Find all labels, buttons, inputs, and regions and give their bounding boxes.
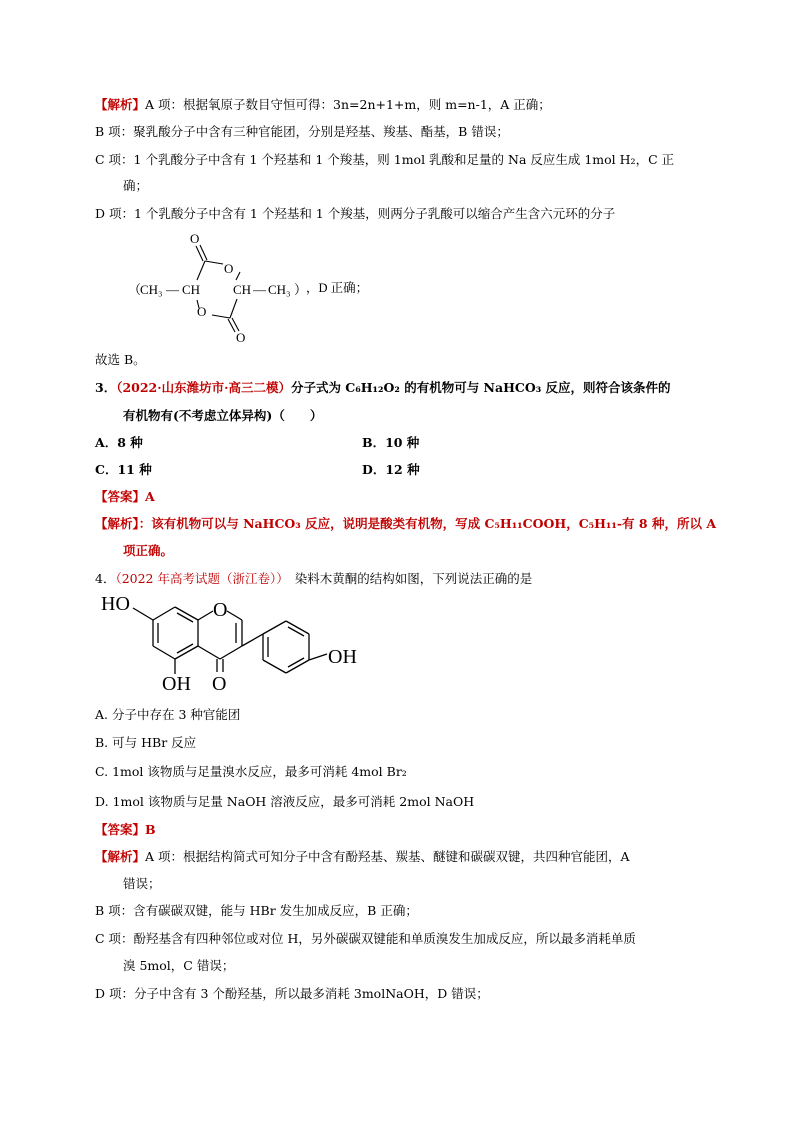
question-3-line1 <box>95 380 671 396</box>
analysis-line: 溴 5mol，C 错误； <box>123 958 235 973</box>
methyl-left: CH₃ <box>140 282 163 297</box>
genistein-structure <box>95 588 375 698</box>
analysis-line <box>95 516 716 532</box>
analysis-line: 错误； <box>123 876 161 891</box>
ch-left: CH <box>182 282 201 297</box>
methyl-right: CH₃ <box>268 282 291 297</box>
carbonyl-oxygen: O <box>212 673 227 695</box>
option-b: B. 可与 HBr 反应 <box>95 735 197 750</box>
ring-oxygen: O <box>213 599 228 621</box>
question-3-line2: 有机物有(不考虑立体异构)（ ） <box>123 408 323 423</box>
analysis-text: A 项：根据结构简式可知分子中含有酚羟基、羰基、醚键和碳碳双键，共四种官能团，A <box>145 849 630 864</box>
bond-dash: — <box>166 282 179 297</box>
answer-label: 【答案】 <box>95 489 146 504</box>
carbonyl-o-bottom: O <box>236 330 246 345</box>
answer-label: 【答案】 <box>95 822 146 837</box>
analysis-line: D 项：分子中含有 3 个酚羟基，所以最多消耗 3molNaOH，D 错误； <box>95 986 489 1001</box>
ring-o-top: O <box>224 261 234 276</box>
paren-close: ） <box>294 282 308 297</box>
carbonyl-o-top: O <box>190 231 200 246</box>
option-a: A. 分子中存在 3 种官能团 <box>95 707 241 722</box>
d-correct: ，D 正确； <box>306 281 369 295</box>
ch-right: CH <box>233 282 252 297</box>
analysis-text: A 项：根据氧原子数目守恒可得：3n=2n+1+m，则 m=n-1，A 正确； <box>145 97 551 112</box>
ho-left: HO <box>101 593 130 615</box>
bond-dash: — <box>253 282 266 297</box>
option-d: D. 1mol 该物质与足量 NaOH 溶液反应，最多可消耗 2mol NaOH <box>95 794 475 809</box>
question-number: 4． <box>95 571 116 586</box>
analysis-label: 【解析】 <box>95 516 139 531</box>
oh-right: OH <box>328 646 357 668</box>
analysis-line: B 项：含有碳碳双键，能与 HBr 发生加成反应，B 正确； <box>95 903 418 918</box>
option-c: C. 1mol 该物质与足量溴水反应，最多可消耗 4mol Br₂ <box>95 764 407 779</box>
question-number: 3． <box>95 380 117 395</box>
lactide-structure <box>120 228 380 348</box>
analysis-line <box>95 849 630 865</box>
analysis-text: ：该有机物可以与 NaHCO₃ 反应，说明是酸类有机物，写成 C₅H₁₁COOH，C₅H₁₁-有 8 种，所以 A <box>138 516 717 531</box>
answer-value: B <box>145 822 156 837</box>
answer-value: A <box>145 489 155 504</box>
option-a: A．8 种 <box>95 435 143 450</box>
option-d: D．12 种 <box>362 462 420 477</box>
question-source: （2022 年高考试题（浙江卷）） <box>115 571 289 586</box>
analysis-line: C 项：1 个乳酸分子中含有 1 个羟基和 1 个羧基，则 1mol 乳酸和足量的 Na 反应生成 1mol H₂，C 正 <box>95 152 675 167</box>
answer-line <box>95 489 155 505</box>
ring-o-bottom: O <box>197 304 207 319</box>
analysis-line: D 项：1 个乳酸分子中含有 1 个羟基和 1 个羧基，则两分子乳酸可以缩合产生含六元环的分子 <box>95 206 616 221</box>
analysis-line: 确； <box>123 178 149 193</box>
question-text: 染料木黄酮的结构如图，下列说法正确的是 <box>294 571 533 586</box>
paren-open: （ <box>128 282 142 297</box>
analysis-label: 【解析】 <box>95 97 146 112</box>
conclusion: 故选 B。 <box>95 352 146 367</box>
analysis-line: 项正确。 <box>123 543 174 558</box>
analysis-line: C 项：酚羟基含有四种邻位或对位 H，另外碳碳双键能和单质溴发生加成反应，所以最多消耗单质 <box>95 931 636 946</box>
analysis-label: 【解析】 <box>95 849 146 864</box>
question-4-line <box>95 571 532 587</box>
answer-line <box>95 822 156 838</box>
question-source: （2022·山东潍坊市·高三二模） <box>116 380 291 395</box>
analysis-line <box>95 97 551 113</box>
oh-bottom: OH <box>162 673 191 695</box>
option-b: B．10 种 <box>362 435 420 450</box>
analysis-line: B 项：聚乳酸分子中含有三种官能团，分别是羟基、羧基、酯基，B 错误； <box>95 124 509 139</box>
question-text: 分子式为 C₆H₁₂O₂ 的有机物可与 NaHCO₃ 反应，则符合该条件的 <box>290 380 671 395</box>
option-c: C．11 种 <box>95 462 152 477</box>
